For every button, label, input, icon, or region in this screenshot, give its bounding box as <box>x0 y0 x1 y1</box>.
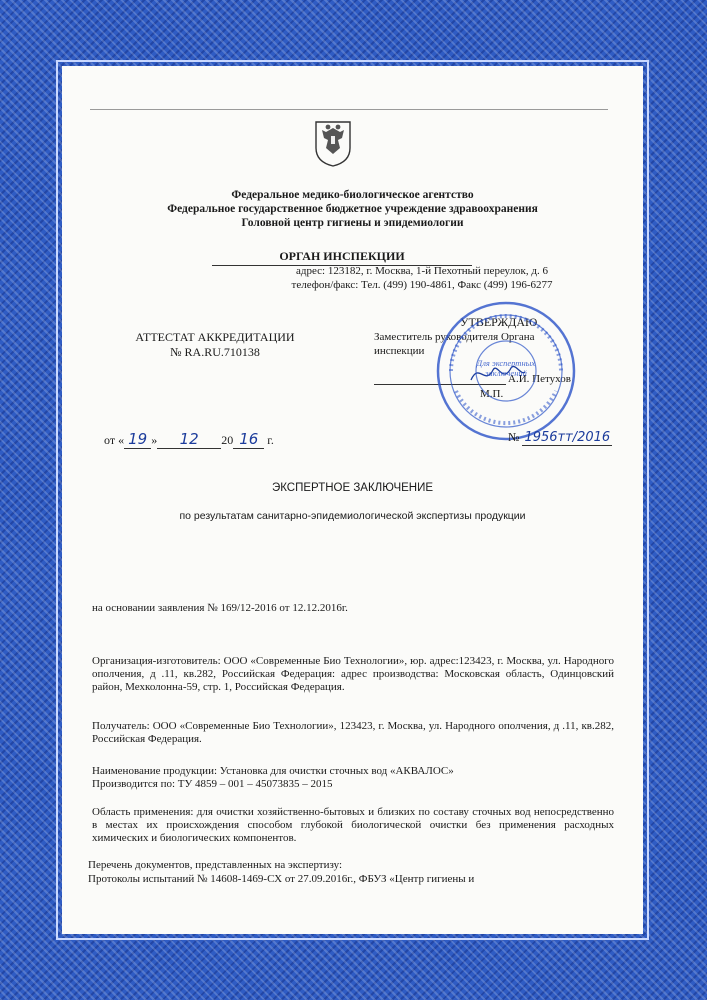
number-value: 1956тт/2016 <box>524 430 611 445</box>
agency-line-2: Федеральное государственное бюджетное учреждение здравоохранения <box>167 203 538 215</box>
document-sheet <box>62 66 643 934</box>
number-prefix: № <box>508 430 520 444</box>
date-day: 19 <box>124 430 151 449</box>
approval-position-line-1: Заместитель руководителя Органа <box>374 331 535 343</box>
approval-signatory: А.И. Петухов <box>508 373 571 385</box>
approval-heading: УТВЕРЖДАЮ <box>460 315 538 329</box>
document-number <box>508 430 612 445</box>
conclusion-title: ЭКСПЕРТНОЕ ЗАКЛЮЧЕНИЕ <box>271 482 434 494</box>
scope-paragraph: Область применения: для очистки хозяйственно-бытовых и близких по составу сточных вод непосредственно в местах их происхождения способом глубокой биологической очистки без применения расходных химических и биологических компонентов. <box>92 806 614 844</box>
date-prefix: от « <box>104 433 125 447</box>
date-year: 16 <box>233 430 264 449</box>
produced-by: Производится по: ТУ 4859 – 001 – 45073835 – 2015 <box>92 778 333 790</box>
recipient-paragraph: Получатель: ООО «Современные Био Технологии», 123423, г. Москва, ул. Народного ополчения, д .11, кв.282, Российская Федерация. <box>92 720 614 745</box>
documents-heading: Перечень документов, представленных на экспертизу: <box>88 859 343 871</box>
product-name: Наименование продукции: Установка для очистки сточных вод «АКВАЛОС» <box>92 765 454 777</box>
top-rule <box>90 109 608 110</box>
manufacturer-paragraph: Организация-изготовитель: ООО «Современные Био Технологии», юр. адрес:123423, г. Москва, ул. Народного ополчения, д .11, кв.282, Российская Федерация: адрес производства: Московская область, Одинцовский район, Мехколонна-59, стр. 1, Российская Федерация. <box>92 655 614 693</box>
stamp-inner-text: Для экспертных заключений <box>476 358 536 378</box>
conclusion-subtitle: по результатам санитарно-эпидемиологической экспертизы продукции <box>179 510 526 522</box>
basis-statement: на основании заявления № 169/12-2016 от 12.12.2016г. <box>92 602 348 614</box>
date-suffix: г. <box>267 433 274 447</box>
agency-line-3: Головной центр гигиены и эпидемиологии <box>241 217 464 229</box>
protocols-line: Протоколы испытаний № 14608-1469-СХ от 27.09.2016г., ФБУЗ «Центр гигиены и <box>88 873 475 885</box>
coat-of-arms-icon <box>312 118 354 168</box>
seal-mark: М.П. <box>480 388 504 400</box>
inspection-phone: телефон/факс: Тел. (499) 190-4861, Факс (499) 196-6277 <box>291 279 553 291</box>
accreditation-label: АТТЕСТАТ АККРЕДИТАЦИИ <box>135 330 295 344</box>
date-year-prefix: 20 <box>221 433 234 447</box>
approval-position-line-2: инспекции <box>374 345 425 357</box>
agency-line-1: Федеральное медико-биологическое агентство <box>231 189 474 201</box>
inspection-body-title: ОРГАН ИНСПЕКЦИИ <box>212 249 472 266</box>
inspection-address: адрес: 123182, г. Москва, 1-й Пехотный переулок, д. 6 <box>296 265 548 277</box>
accreditation-number: № RA.RU.710138 <box>170 345 260 359</box>
document-date <box>104 430 274 449</box>
date-mid: » <box>151 433 158 447</box>
date-month: 12 <box>157 430 221 449</box>
